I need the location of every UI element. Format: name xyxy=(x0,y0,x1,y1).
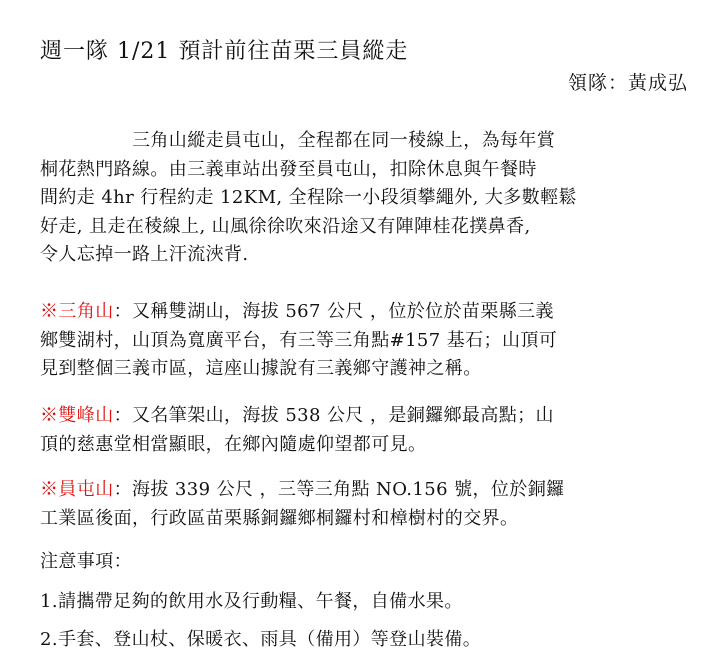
section-yuantun-mountain xyxy=(40,476,692,533)
intro-line: 間約走 4hr 行程約走 12KM, 全程除一小段須攀繩外, 大多數輕鬆 xyxy=(40,187,577,208)
intro-line: 好走, 且走在稜線上, 山風徐徐吹來沿途又有陣陣桂花撲鼻香, xyxy=(40,215,531,237)
section-text: 鄉雙湖村，山頂為寬廣平台，有三等三角點#157 基石；山頂可 xyxy=(40,329,558,351)
section-text: ：又稱雙湖山，海拔 567 公尺 ，位於位於苗栗縣三義 xyxy=(113,301,554,322)
intro-line: 桐花熱門路線。由三義車站出發至員屯山，扣除休息與午餐時 xyxy=(40,158,537,180)
notes-heading: 注意事項： xyxy=(40,551,132,572)
section-text: ：又名筆架山，海拔 538 公尺 ，是銅鑼鄉最高點；山 xyxy=(113,405,554,426)
section-shuangfeng-mountain xyxy=(40,402,692,459)
intro-paragraph xyxy=(40,127,692,270)
section-heading: ※三角山 xyxy=(40,301,114,322)
note-item: 2.手套、登山杖、保暖衣、雨具（備用）等登山裝備。 xyxy=(40,629,482,650)
intro-line: 令人忘掉一路上汗流浹背. xyxy=(40,244,249,265)
section-heading: ※雙峰山 xyxy=(40,405,114,426)
section-text: 頂的慈惠堂相當顯眼，在鄉內隨處仰望都可見。 xyxy=(40,433,427,455)
section-sanjiao-mountain xyxy=(40,298,692,384)
section-text: 工業區後面，行政區苗栗縣銅鑼鄉桐鑼村和樟樹村的交界。 xyxy=(40,507,519,529)
document-title: 週一隊 1/21 預計前往苗栗三員縱走 xyxy=(40,39,409,64)
section-heading: ※員屯山 xyxy=(40,479,114,500)
intro-line: 三角山縱走員屯山，全程都在同一稜線上，為每年賞 xyxy=(132,130,556,151)
note-item: 1.請攜帶足夠的飲用水及行動糧、午餐，自備水果。 xyxy=(40,591,463,612)
section-text: 見到整個三義市區，這座山據說有三義鄉守護神之稱。 xyxy=(40,358,482,379)
section-text: ：海拔 339 公尺 ，三等三角點 NO.156 號，位於銅鑼 xyxy=(113,479,565,500)
team-leader: 領隊：黃成弘 xyxy=(567,72,688,94)
